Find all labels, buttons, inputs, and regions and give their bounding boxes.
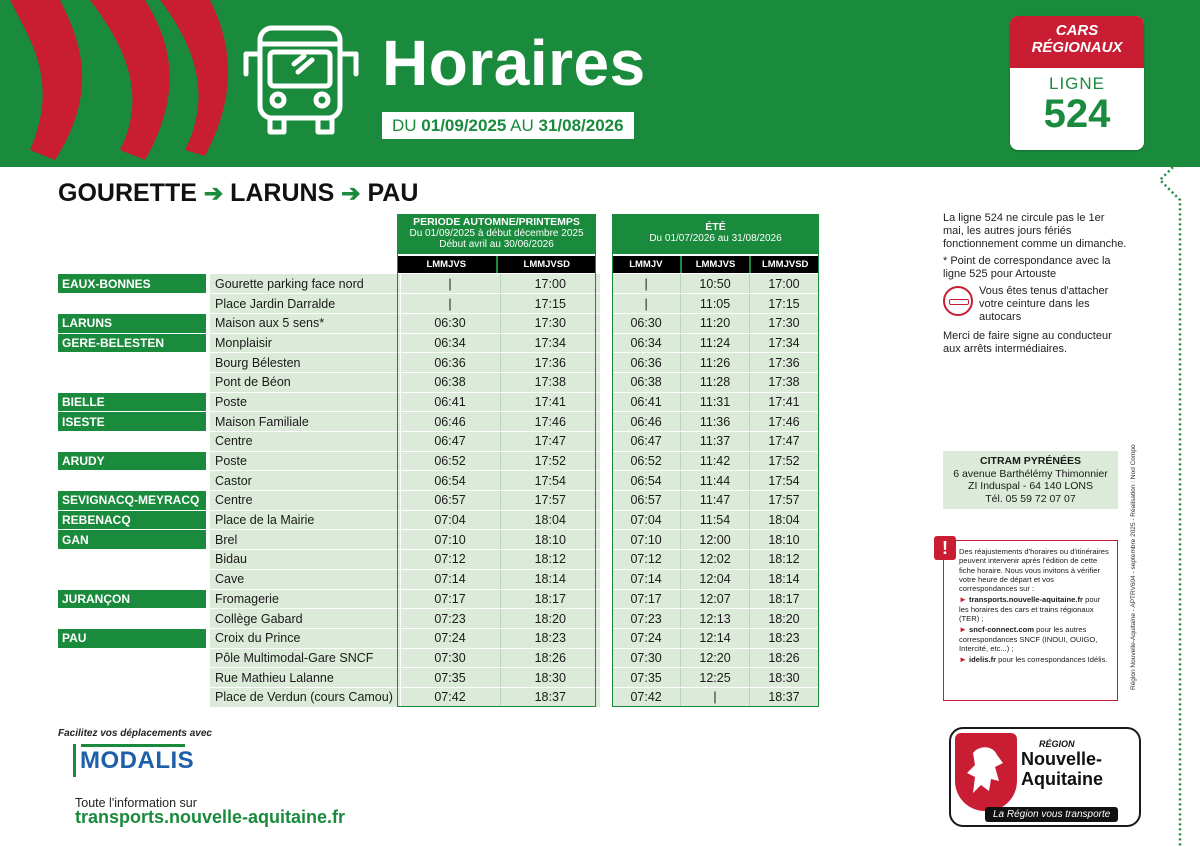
stop-cell: Place Jardin Darralde [210, 294, 400, 314]
table-row [58, 589, 600, 609]
bullet-icon: ► [959, 655, 967, 665]
time-cell: 17:47 [749, 432, 818, 452]
route-title [58, 179, 418, 208]
time-cell: 07:04 [400, 510, 500, 530]
time-cell: 11:54 [681, 510, 750, 530]
table-row [612, 392, 818, 412]
time-cell: 11:20 [681, 313, 750, 333]
commune-cell [58, 569, 206, 589]
stop-cell: Rue Mathieu Lalanne [210, 668, 400, 688]
stop-cell: Monplaisir [210, 333, 400, 353]
time-cell: 18:04 [500, 510, 600, 530]
bus-icon [242, 22, 360, 140]
time-cell: 10:50 [681, 274, 750, 294]
exclamation-icon: ! [934, 536, 956, 560]
modalis-wordmark: MODALIS [80, 747, 195, 774]
table-row [612, 550, 818, 570]
time-cell: 07:24 [400, 628, 500, 648]
col-header: LMMJV [612, 256, 682, 273]
time-cell: 12:00 [681, 530, 750, 550]
commune-cell [58, 550, 206, 570]
time-cell: 07:14 [612, 569, 681, 589]
table-row [58, 609, 600, 629]
warning-item [959, 595, 1111, 623]
time-cell: 07:42 [612, 687, 681, 707]
period2-title: ÉTÉ [705, 221, 726, 233]
table-row [612, 668, 818, 688]
commune-cell [58, 372, 206, 392]
operator-name: CITRAM PYRÉNÉES [980, 455, 1081, 467]
table-row [58, 569, 600, 589]
website-link[interactable]: transports.nouvelle-aquitaine.fr [75, 807, 346, 827]
operator-phone: Tél. 05 59 72 07 07 [985, 492, 1076, 505]
time-cell: 17:34 [749, 333, 818, 353]
commune-cell: ARUDY [58, 451, 206, 471]
time-cell: 18:20 [500, 609, 600, 629]
stop-cell: Maison Familiale [210, 412, 400, 432]
seatbelt-notice [943, 285, 1128, 324]
table-row [612, 530, 818, 550]
time-cell: 18:26 [500, 648, 600, 668]
time-cell: 17:38 [749, 372, 818, 392]
time-cell: 06:46 [612, 412, 681, 432]
time-cell: 06:30 [400, 313, 500, 333]
table-row [612, 372, 818, 392]
lion-shield-icon [955, 733, 1017, 811]
table-row [58, 471, 600, 491]
modalis-logo [73, 744, 195, 777]
time-cell: 18:30 [749, 668, 818, 688]
time-cell: 06:47 [612, 432, 681, 452]
commune-cell: ISESTE [58, 412, 206, 432]
time-cell: 18:10 [500, 530, 600, 550]
time-cell: 18:17 [500, 589, 600, 609]
time-cell: 11:24 [681, 333, 750, 353]
time-cell: 17:41 [749, 392, 818, 412]
cars-regionaux-label: CARS RÉGIONAUX [1010, 16, 1144, 68]
time-cell: 12:04 [681, 569, 750, 589]
operator-address-2: ZI Induspal - 64 140 LONS [968, 480, 1093, 492]
time-cell: 17:57 [500, 491, 600, 511]
time-cell: 17:46 [500, 412, 600, 432]
time-cell: 07:10 [400, 530, 500, 550]
table-row [612, 451, 818, 471]
time-cell: 18:23 [749, 628, 818, 648]
time-cell: 06:52 [612, 451, 681, 471]
time-cell: 07:17 [612, 589, 681, 609]
commune-cell [58, 648, 206, 668]
period1-line2: Début avril au 30/06/2026 [439, 239, 554, 250]
bullet-icon: ► [959, 625, 967, 635]
link-desc: pour les correspondances Idélis. [996, 655, 1108, 665]
table-row [612, 510, 818, 530]
region-name [1021, 749, 1103, 789]
seatbelt-text: Vous êtes tenus d'attacher votre ceinture dans les autocars [979, 285, 1109, 323]
time-cell: 07:23 [612, 609, 681, 629]
time-cell: 06:38 [400, 372, 500, 392]
header-band [0, 0, 1200, 167]
table-row [58, 648, 600, 668]
time-cell: 18:23 [500, 628, 600, 648]
table-row [612, 353, 818, 373]
link-transports[interactable]: transports.nouvelle-aquitaine.fr [969, 595, 1083, 605]
time-cell: 06:34 [612, 333, 681, 353]
table-row [612, 313, 818, 333]
route-via: LARUNS [230, 179, 335, 207]
time-cell: 06:34 [400, 333, 500, 353]
time-cell: 17:15 [749, 294, 818, 314]
time-cell: 06:57 [612, 491, 681, 511]
stop-cell: Pont de Béon [210, 372, 400, 392]
table-row [58, 333, 600, 353]
time-cell: 17:47 [500, 432, 600, 452]
operator-contact [943, 451, 1118, 509]
table-row [58, 313, 600, 333]
warning-box [943, 540, 1118, 701]
time-cell: 06:54 [400, 471, 500, 491]
table-row [58, 392, 600, 412]
time-cell: 17:34 [500, 333, 600, 353]
commune-cell: GAN [58, 530, 206, 550]
time-cell: 17:54 [749, 471, 818, 491]
time-cell: | [612, 294, 681, 314]
stop-cell: Maison aux 5 sens* [210, 313, 400, 333]
line-number: 524 [1043, 92, 1111, 136]
stop-cell: Poste [210, 451, 400, 471]
stop-cell: Poste [210, 392, 400, 412]
region-label: RÉGION [1039, 739, 1075, 749]
period1-line1: Du 01/09/2025 à début décembre 2025 [409, 228, 584, 239]
time-cell: 18:37 [749, 687, 818, 707]
stop-cell: Cave [210, 569, 400, 589]
time-cell: 12:13 [681, 609, 750, 629]
time-cell: 07:23 [400, 609, 500, 629]
time-cell: 07:30 [612, 648, 681, 668]
table-row [58, 687, 600, 707]
period1-title: PERIODE AUTOMNE/PRINTEMPS [413, 216, 580, 228]
period2-line1: Du 01/07/2026 au 31/08/2026 [649, 233, 782, 244]
stop-cell: Place de la Mairie [210, 510, 400, 530]
stop-cell: Brel [210, 530, 400, 550]
stop-cell: Fromagerie [210, 589, 400, 609]
table-row [58, 668, 600, 688]
time-cell: 17:46 [749, 412, 818, 432]
stop-cell: Collège Gabard [210, 609, 400, 629]
print-credit: Région Nouvelle-Aquitaine - APTRV604 - septembre 2025 - Réalisation : Nod Compo [1130, 444, 1137, 690]
time-cell: 11:37 [681, 432, 750, 452]
time-cell: 17:00 [749, 274, 818, 294]
time-cell: 06:46 [400, 412, 500, 432]
time-cell: 18:26 [749, 648, 818, 668]
col-header: LMMJVS [682, 256, 752, 273]
warning-item [959, 655, 1111, 664]
route-from: GOURETTE [58, 179, 197, 207]
note-signal: Merci de faire signe au conducteur aux arrêts intermédiaires. [943, 330, 1112, 355]
table-row [58, 628, 600, 648]
commune-cell [58, 471, 206, 491]
stop-cell: Bourg Bélesten [210, 353, 400, 373]
time-cell: 17:54 [500, 471, 600, 491]
table-row [58, 294, 600, 314]
commune-cell: EAUX-BONNES [58, 274, 206, 294]
time-cell: 07:35 [400, 668, 500, 688]
time-cell: 18:17 [749, 589, 818, 609]
dates-prefix: DU [392, 116, 422, 135]
time-cell: 06:52 [400, 451, 500, 471]
lion-icon [955, 733, 1017, 811]
col-header: LMMJVS [397, 256, 498, 273]
time-cell: 18:10 [749, 530, 818, 550]
table-row [612, 628, 818, 648]
table-row [58, 491, 600, 511]
time-cell: 06:36 [400, 353, 500, 373]
commune-cell: REBENACQ [58, 510, 206, 530]
time-cell: 17:41 [500, 392, 600, 412]
time-cell: | [400, 294, 500, 314]
table-row [58, 510, 600, 530]
link-desc: pour les autres correspondances SNCF (INOUI, OUIGO, Intercité, etc...) ; [959, 625, 1098, 653]
seatbelt-icon [943, 286, 973, 316]
table-row [612, 648, 818, 668]
commune-cell [58, 668, 206, 688]
commune-cell: BIELLE [58, 392, 206, 412]
table-row [58, 451, 600, 471]
table-row [612, 333, 818, 353]
time-cell: 17:36 [500, 353, 600, 373]
date-end: 31/08/2026 [538, 116, 624, 135]
time-cell: | [681, 687, 750, 707]
region-logo [949, 727, 1141, 827]
time-cell: 07:04 [612, 510, 681, 530]
time-cell: 18:20 [749, 609, 818, 629]
table-row [612, 491, 818, 511]
table-row [612, 471, 818, 491]
time-cell: 11:44 [681, 471, 750, 491]
time-cell: 12:07 [681, 589, 750, 609]
time-cell: 18:30 [500, 668, 600, 688]
stop-cell: Centre [210, 491, 400, 511]
time-cell: 17:30 [500, 313, 600, 333]
time-cell: 07:17 [400, 589, 500, 609]
timetable-period1 [58, 274, 600, 708]
info-notes [943, 212, 1128, 360]
stop-cell: Bidau [210, 550, 400, 570]
warning-item [959, 625, 1111, 653]
time-cell: 18:12 [500, 550, 600, 570]
time-cell: 17:38 [500, 372, 600, 392]
commune-cell [58, 353, 206, 373]
commune-cell: LARUNS [58, 313, 206, 333]
link-desc: pour les horaires des cars et trains régionaux (TER) ; [959, 595, 1101, 624]
time-cell: 18:12 [749, 550, 818, 570]
validity-dates [382, 112, 634, 139]
stop-cell: Pôle Multimodal-Gare SNCF [210, 648, 400, 668]
table-row [612, 294, 818, 314]
time-cell: 07:30 [400, 648, 500, 668]
time-cell: 18:14 [500, 569, 600, 589]
commune-cell: JURANÇON [58, 589, 206, 609]
line-badge [1010, 16, 1144, 150]
time-cell: 18:14 [749, 569, 818, 589]
region-slogan: La Région vous transporte [985, 807, 1118, 822]
time-cell: 06:36 [612, 353, 681, 373]
time-cell: 17:36 [749, 353, 818, 373]
time-cell: | [400, 274, 500, 294]
arrow-right-icon: ➔ [203, 180, 224, 206]
note-holidays: La ligne 524 ne circule pas le 1er mai, les autres jours fériés fonctionnement comme un dimanche. [943, 212, 1127, 250]
time-cell: 11:42 [681, 451, 750, 471]
time-cell: 11:26 [681, 353, 750, 373]
info-label: Toute l'information sur [75, 796, 197, 810]
time-cell: 17:15 [500, 294, 600, 314]
dotted-zigzag-decoration [1150, 70, 1190, 847]
commune-cell: PAU [58, 628, 206, 648]
time-cell: 07:35 [612, 668, 681, 688]
region-name-2: Aquitaine [1021, 769, 1104, 789]
warning-intro: Des réajustements d'horaires ou d'itinéraires peuvent intervenir après l'édition de cette fiche horaire. Nous vous invitons à vérifier votre heure de départ et vos correspondances sur : [959, 547, 1109, 594]
timetable-period2 [612, 274, 818, 708]
ligne-label: LIGNE [1048, 74, 1106, 93]
time-cell: 12:25 [681, 668, 750, 688]
table-row [58, 550, 600, 570]
link-idelis[interactable]: idelis.fr [969, 655, 997, 665]
route-to: PAU [367, 179, 419, 207]
dates-mid: AU [506, 116, 539, 135]
page-title: Horaires [382, 27, 646, 99]
stop-cell: Castor [210, 471, 400, 491]
table-row [612, 609, 818, 629]
time-cell: 12:02 [681, 550, 750, 570]
period1-column-headers [397, 256, 596, 273]
commune-cell: SEVIGNACQ-MEYRACQ [58, 491, 206, 511]
table-row [612, 569, 818, 589]
time-cell: 11:31 [681, 392, 750, 412]
bullet-icon: ► [959, 595, 967, 605]
commune-cell [58, 294, 206, 314]
arrow-right-icon: ➔ [341, 180, 361, 206]
stop-cell: Centre [210, 432, 400, 452]
commune-cell [58, 432, 206, 452]
table-row [58, 432, 600, 452]
time-cell: 11:36 [681, 412, 750, 432]
facilitez-label: Facilitez vos déplacements avec [58, 728, 212, 739]
time-cell: 06:41 [400, 392, 500, 412]
time-cell: 07:12 [612, 550, 681, 570]
stop-cell: Croix du Prince [210, 628, 400, 648]
note-correspondance: * Point de correspondance avec la ligne 525 pour Artouste [943, 255, 1111, 280]
time-cell: 17:57 [749, 491, 818, 511]
time-cell: 06:30 [612, 313, 681, 333]
table-row [58, 353, 600, 373]
time-cell: 17:52 [749, 451, 818, 471]
table-row [58, 274, 600, 294]
table-row [612, 432, 818, 452]
swoosh-decoration [0, 0, 240, 167]
time-cell: 17:52 [500, 451, 600, 471]
col-header: LMMJVSD [761, 259, 809, 270]
time-cell: 17:00 [500, 274, 600, 294]
stop-cell: Gourette parking face nord [210, 274, 400, 294]
time-cell: 06:38 [612, 372, 681, 392]
link-sncf[interactable]: sncf-connect.com [969, 625, 1035, 635]
time-cell: 06:57 [400, 491, 500, 511]
time-cell: 12:14 [681, 628, 750, 648]
table-row [612, 412, 818, 432]
table-row [612, 274, 818, 294]
region-name-1: Nouvelle- [1021, 749, 1103, 769]
time-cell: 07:42 [400, 687, 500, 707]
time-cell: 06:54 [612, 471, 681, 491]
period1-header [397, 214, 596, 254]
time-cell: 11:28 [681, 372, 750, 392]
commune-cell [58, 609, 206, 629]
table-row [58, 530, 600, 550]
time-cell: 07:24 [612, 628, 681, 648]
time-cell: 17:30 [749, 313, 818, 333]
time-cell: | [612, 274, 681, 294]
time-cell: 06:47 [400, 432, 500, 452]
operator-address-1: 6 avenue Barthélémy Thimonnier [953, 467, 1108, 480]
table-row [612, 589, 818, 609]
time-cell: 07:10 [612, 530, 681, 550]
time-cell: 11:47 [681, 491, 750, 511]
time-cell: 18:37 [500, 687, 600, 707]
time-cell: 18:04 [749, 510, 818, 530]
period2-column-headers [612, 256, 819, 273]
table-row [58, 412, 600, 432]
commune-cell: GERE-BELESTEN [58, 333, 206, 353]
time-cell: 11:05 [681, 294, 750, 314]
time-cell: 12:20 [681, 648, 750, 668]
time-cell: 07:12 [400, 550, 500, 570]
period2-header [612, 214, 819, 254]
date-start: 01/09/2025 [421, 116, 507, 135]
commune-cell [58, 687, 206, 707]
time-cell: 06:41 [612, 392, 681, 412]
table-row [58, 372, 600, 392]
time-cell: 07:14 [400, 569, 500, 589]
stop-cell: Place de Verdun (cours Camou) [210, 687, 400, 707]
table-row [612, 687, 818, 707]
col-header: LMMJVSD [523, 259, 570, 270]
